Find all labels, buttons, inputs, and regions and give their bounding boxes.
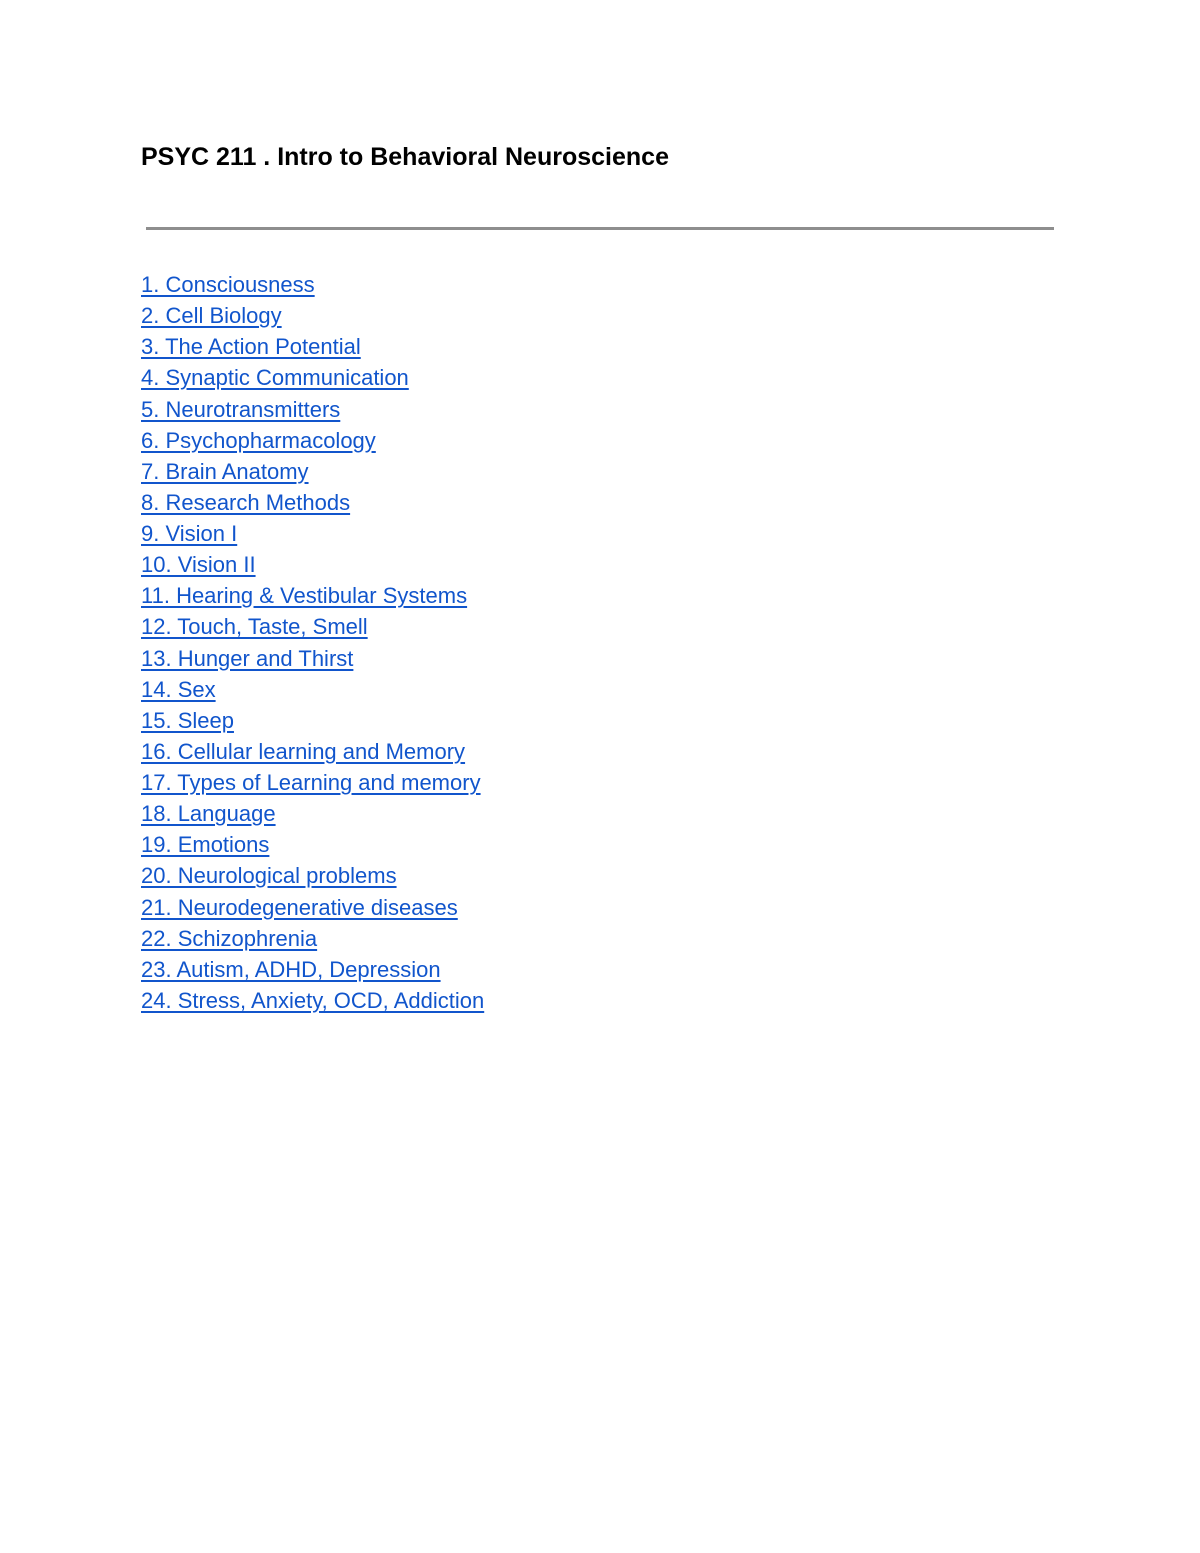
toc-link-psychopharmacology[interactable]: 6. Psychopharmacology (141, 427, 376, 453)
toc-item (141, 923, 484, 954)
toc-link-hearing-vestibular[interactable]: 11. Hearing & Vestibular Systems (141, 583, 468, 609)
toc-link-brain-anatomy[interactable]: 7. Brain Anatomy (141, 458, 309, 484)
toc-link-research-methods[interactable]: 8. Research Methods (141, 489, 351, 515)
toc-link-touch-taste-smell[interactable]: 12. Touch, Taste, Smell (141, 614, 368, 640)
toc-link-schizophrenia[interactable]: 22. Schizophrenia (141, 925, 318, 951)
table-of-contents (141, 269, 484, 1016)
toc-item (141, 736, 484, 767)
toc-item (141, 611, 484, 642)
horizontal-divider (146, 227, 1054, 230)
toc-item (141, 300, 484, 331)
toc-link-types-learning-memory[interactable]: 17. Types of Learning and memory (141, 770, 481, 795)
toc-link-consciousness[interactable]: 1. Consciousness (141, 272, 315, 297)
toc-item (141, 954, 484, 985)
toc-link-hunger-thirst[interactable]: 13. Hunger and Thirst (141, 645, 354, 671)
toc-item (141, 985, 484, 1016)
toc-link-action-potential[interactable]: 3. The Action Potential (141, 334, 361, 360)
toc-item (141, 331, 484, 362)
toc-link-neurodegenerative-diseases[interactable]: 21. Neurodegenerative diseases (141, 894, 458, 920)
toc-link-language[interactable]: 18. Language (141, 801, 276, 827)
toc-item (141, 860, 484, 891)
toc-item (141, 705, 484, 736)
toc-link-cellular-learning-memory[interactable]: 16. Cellular learning and Memory (141, 738, 466, 764)
toc-link-neurological-problems[interactable]: 20. Neurological problems (141, 863, 397, 889)
toc-link-sleep[interactable]: 15. Sleep (141, 707, 234, 733)
toc-link-neurotransmitters[interactable]: 5. Neurotransmitters (141, 396, 341, 422)
document-title: PSYC 211 . Intro to Behavioral Neuroscience (141, 143, 669, 171)
toc-item (141, 674, 484, 705)
toc-link-autism-adhd-depression[interactable]: 23. Autism, ADHD, Depression (141, 956, 441, 982)
toc-link-synaptic-communication[interactable]: 4. Synaptic Communication (141, 365, 409, 391)
toc-item (141, 518, 484, 549)
toc-link-vision-ii[interactable]: 10. Vision II (141, 552, 256, 578)
toc-item (141, 767, 484, 798)
toc-link-stress-anxiety-ocd-addiction[interactable]: 24. Stress, Anxiety, OCD, Addiction (141, 987, 485, 1013)
toc-item (141, 394, 484, 425)
toc-item (141, 580, 484, 611)
toc-item (141, 798, 484, 829)
toc-item (141, 456, 484, 487)
toc-item (141, 269, 484, 300)
toc-item (141, 829, 484, 860)
toc-link-emotions[interactable]: 19. Emotions (141, 832, 270, 858)
toc-link-sex[interactable]: 14. Sex (141, 676, 216, 702)
toc-item (141, 487, 484, 518)
toc-link-vision-i[interactable]: 9. Vision I (141, 521, 238, 546)
toc-item (141, 892, 484, 923)
toc-item (141, 425, 484, 456)
toc-item (141, 362, 484, 393)
toc-item (141, 549, 484, 580)
toc-link-cell-biology[interactable]: 2. Cell Biology (141, 303, 282, 329)
toc-item (141, 643, 484, 674)
